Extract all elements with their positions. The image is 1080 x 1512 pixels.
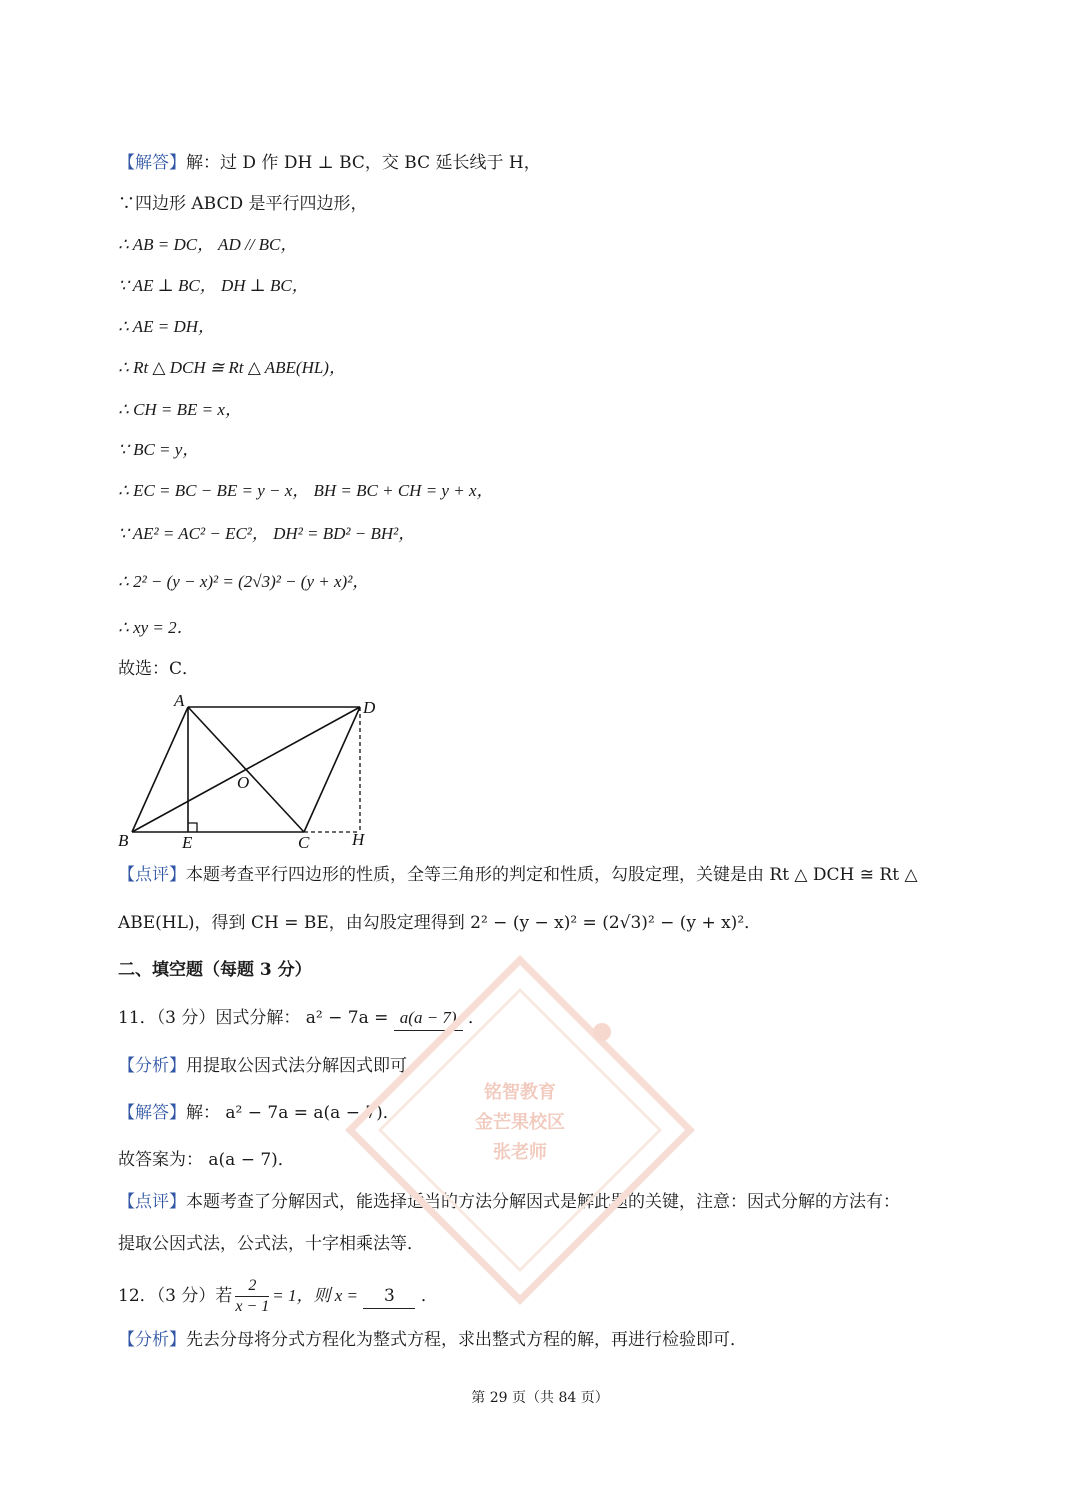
diagonal-bd <box>132 707 360 832</box>
solution-line-13: 故选：C． <box>118 659 200 679</box>
solution-line-4: ∵ AE ⊥ BC， DH ⊥ BC， <box>118 276 309 295</box>
q11-answer-line: 故答案为： a(a − 7)． <box>118 1150 295 1170</box>
watermark-line-2: 金芒果校区 <box>475 1112 565 1133</box>
label-c: C <box>298 833 310 852</box>
solution-line-6: ∴ Rt △ DCH ≅ Rt △ ABE(HL)， <box>118 358 346 377</box>
segment-cd <box>304 707 360 832</box>
parallelogram-figure <box>110 688 400 853</box>
label-h: H <box>352 830 365 849</box>
q12-stem: 12．（3 分）若 $\frac{2}{x - 1}$ = 1，则 x = 3 ． <box>118 1277 438 1315</box>
label-o: O <box>237 773 250 792</box>
label-d: D <box>363 698 376 717</box>
section-title: 二、填空题（每题 3 分） <box>118 960 312 980</box>
watermark-line-1: 铭智教育 <box>484 1082 556 1103</box>
q12-analysis: 【分析】先去分母将分式方程化为整式方程，求出整式方程的解，再进行检验即可． <box>118 1330 747 1350</box>
comment1-line-1: 【点评】本题考查平行四边形的性质，全等三角形的判定和性质，勾股定理，关键是由 Rt △ DCH ≅ Rt △ <box>118 865 918 885</box>
q11-comment-line-2: 提取公因式法，公式法，十字相乘法等． <box>118 1234 424 1254</box>
solution-line-1: 【解答】解：过 D 作 DH ⊥ BC，交 BC 延长线于 H， <box>118 153 541 173</box>
label-a: A <box>174 691 185 710</box>
solution-line-2: ∵四边形 ABCD 是平行四边形， <box>118 194 368 214</box>
label-e: E <box>182 833 193 852</box>
solution-line-12: ∴ xy = 2． <box>118 618 194 637</box>
solution-line-10: ∵ AE² = AC² − EC²， DH² = BD² − BH²， <box>118 524 416 543</box>
comment1-tag: 【点评】 <box>118 865 186 885</box>
comment1-line-2: ABE(HL)，得到 CH = BE，由勾股定理得到 2² − (y − x)² = (2√3)² − (y + x)²． <box>118 913 762 933</box>
solution-tag: 【解答】 <box>118 153 186 173</box>
solution-line-5: ∴ AE = DH， <box>118 317 216 336</box>
solution-line-9: ∴ EC = BC − BE = y − x， BH = BC + CH = y + x， <box>118 481 494 500</box>
q11-solution: 【解答】解： a² − 7a = a(a − 7)． <box>118 1103 400 1123</box>
right-angle-mark <box>188 823 197 832</box>
q12-answer-blank: 3 <box>363 1284 415 1309</box>
solution-line-8: ∵ BC = y， <box>118 440 200 459</box>
q11-comment-line-1: 【点评】本题考查了分解因式，能选择适当的方法分解因式是解此题的关键，注意：因式分解的方法有： <box>118 1192 900 1212</box>
solution-line-7: ∴ CH = BE = x， <box>118 400 242 419</box>
solution-line-3: ∴ AB = DC， AD // BC， <box>118 235 298 254</box>
page-footer: 第 29 页（共 84 页） <box>471 1390 609 1406</box>
q11-analysis: 【分析】用提取公因式法分解因式即可． <box>118 1056 424 1076</box>
watermark <box>330 950 710 1310</box>
label-b: B <box>118 831 129 850</box>
segment-ab <box>132 707 188 832</box>
solution-line-11: ∴ 2² − (y − x)² = (2√3)² − (y + x)²， <box>118 572 370 591</box>
q12-fraction: $\frac{2}{x - 1}$ <box>235 1277 270 1315</box>
q11-stem: 11．（3 分）因式分解： a² − 7a = a(a − 7) ． <box>118 1006 485 1031</box>
q11-answer-blank: a(a − 7) <box>394 1006 463 1031</box>
watermark-line-3: 张老师 <box>493 1142 547 1163</box>
